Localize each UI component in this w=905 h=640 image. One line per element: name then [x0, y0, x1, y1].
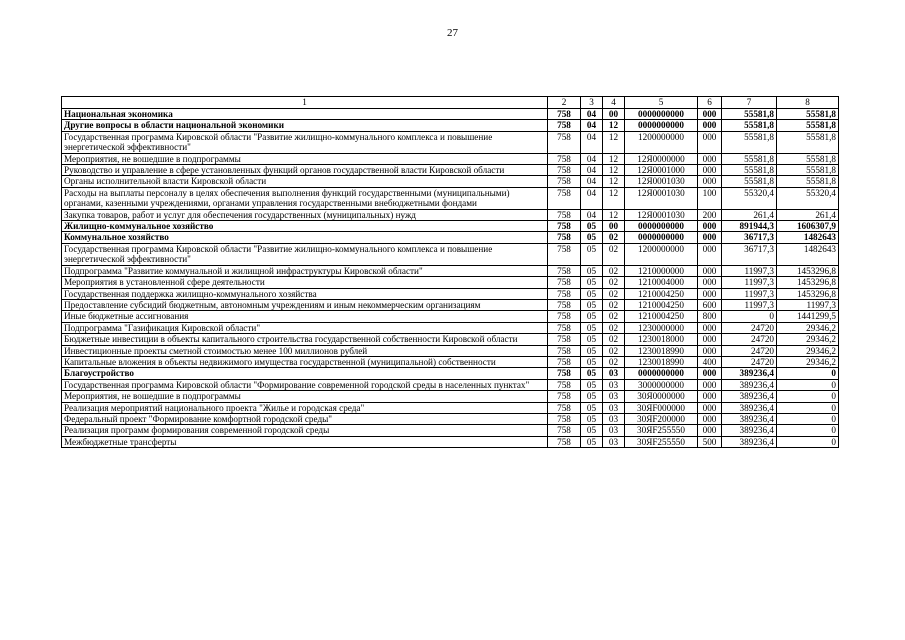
code-section: 05: [581, 368, 603, 379]
row-name: Расходы на выплаты персоналу в целях обеспечения выполнения функций государственными (муниципальными) органами, казенными учреждениями, органами управления государственными внебюджетными фондами: [62, 187, 548, 209]
table-row: [62, 109, 839, 120]
amount-col8: 0: [777, 425, 839, 436]
amount-col8: 55581,8: [777, 109, 839, 120]
code-subsection: 02: [603, 345, 625, 356]
table-row: [62, 368, 839, 379]
row-name: Благоустройство: [62, 368, 548, 379]
amount-col7: 55320,4: [722, 187, 777, 209]
amount-col7: 389236,4: [722, 379, 777, 390]
row-name: Подпрограмма "Развитие коммунальной и жилищной инфраструктуры Кировской области": [62, 265, 548, 276]
amount-col7: 24720: [722, 334, 777, 345]
code-subsection: 03: [603, 368, 625, 379]
table-row: [62, 176, 839, 187]
code-target-article: 30Я0000000: [625, 391, 698, 402]
row-name: Реализация мероприятий национального проекта "Жилье и городская среда": [62, 402, 548, 413]
code-target-article: 0000000000: [625, 221, 698, 232]
row-name: Государственная поддержка жилищно-коммунального хозяйства: [62, 288, 548, 299]
amount-col8: 1453296,8: [777, 277, 839, 288]
table-row: [62, 413, 839, 424]
row-name: Государственная программа Кировской области "Развитие жилищно-коммунального комплекса и повышение энергетической эффективности": [62, 131, 548, 153]
amount-col8: 1482643: [777, 232, 839, 243]
code-expense-type: 000: [698, 131, 722, 153]
row-name: Капитальные вложения в объекты недвижимого имущества государственной (муниципальной) собственности: [62, 356, 548, 367]
code-expense-type: 000: [698, 368, 722, 379]
code-ministry: 758: [548, 402, 581, 413]
code-expense-type: 600: [698, 299, 722, 310]
code-expense-type: 000: [698, 232, 722, 243]
code-expense-type: 400: [698, 356, 722, 367]
amount-col8: 29346,2: [777, 356, 839, 367]
code-section: 05: [581, 311, 603, 322]
code-expense-type: 000: [698, 345, 722, 356]
header-row: [62, 97, 839, 109]
code-ministry: 758: [548, 322, 581, 333]
code-target-article: 0000000000: [625, 120, 698, 131]
amount-col7: 11997,3: [722, 299, 777, 310]
table-row: [62, 402, 839, 413]
amount-col7: 389236,4: [722, 413, 777, 424]
code-expense-type: 000: [698, 120, 722, 131]
amount-col7: 11997,3: [722, 288, 777, 299]
code-subsection: 02: [603, 288, 625, 299]
code-target-article: 30ЯF000000: [625, 402, 698, 413]
code-ministry: 758: [548, 425, 581, 436]
code-section: 05: [581, 299, 603, 310]
amount-col7: 24720: [722, 345, 777, 356]
code-section: 05: [581, 356, 603, 367]
code-ministry: 758: [548, 288, 581, 299]
table-row: [62, 232, 839, 243]
code-target-article: 1200000000: [625, 131, 698, 153]
code-subsection: 03: [603, 436, 625, 447]
row-name: Мероприятия, не вошедшие в подпрограммы: [62, 391, 548, 402]
code-target-article: 1230018990: [625, 345, 698, 356]
amount-col8: 55581,8: [777, 165, 839, 176]
table-row: [62, 221, 839, 232]
amount-col8: 55581,8: [777, 153, 839, 164]
code-section: 05: [581, 243, 603, 265]
amount-col7: 55581,8: [722, 131, 777, 153]
amount-col8: 55320,4: [777, 187, 839, 209]
header-cell: 5: [625, 97, 698, 109]
code-subsection: 00: [603, 109, 625, 120]
code-section: 04: [581, 153, 603, 164]
amount-col8: 29346,2: [777, 322, 839, 333]
code-section: 05: [581, 277, 603, 288]
table-row: [62, 379, 839, 390]
code-subsection: 02: [603, 232, 625, 243]
code-section: 05: [581, 379, 603, 390]
amount-col7: 24720: [722, 322, 777, 333]
row-name: Иные бюджетные ассигнования: [62, 311, 548, 322]
code-target-article: 0000000000: [625, 232, 698, 243]
row-name: Предоставление субсидий бюджетным, автономным учреждениям и иным некоммерческим организациям: [62, 299, 548, 310]
table-row: [62, 209, 839, 220]
code-section: 05: [581, 288, 603, 299]
row-name: Реализация программ формирования современной городской среды: [62, 425, 548, 436]
code-expense-type: 500: [698, 436, 722, 447]
code-target-article: 30ЯF255550: [625, 425, 698, 436]
code-section: 04: [581, 109, 603, 120]
code-target-article: 12Я0001030: [625, 187, 698, 209]
code-expense-type: 000: [698, 277, 722, 288]
amount-col7: 0: [722, 311, 777, 322]
code-ministry: 758: [548, 391, 581, 402]
table-row: [62, 436, 839, 447]
amount-col8: 0: [777, 368, 839, 379]
amount-col7: 55581,8: [722, 109, 777, 120]
amount-col7: 55581,8: [722, 153, 777, 164]
table-row: [62, 265, 839, 276]
code-section: 05: [581, 334, 603, 345]
table-row: [62, 131, 839, 153]
code-expense-type: 100: [698, 187, 722, 209]
code-target-article: 1210004000: [625, 277, 698, 288]
header-cell: 2: [548, 97, 581, 109]
table-row: [62, 153, 839, 164]
row-name: Бюджетные инвестиции в объекты капитального строительства государственной собственности Кировской области: [62, 334, 548, 345]
code-ministry: 758: [548, 356, 581, 367]
amount-col7: 891944,3: [722, 221, 777, 232]
row-name: Руководство и управление в сфере установленных функций органов государственной власти Кировской области: [62, 165, 548, 176]
amount-col8: 29346,2: [777, 345, 839, 356]
code-subsection: 12: [603, 187, 625, 209]
amount-col8: 1482643: [777, 243, 839, 265]
code-expense-type: 000: [698, 109, 722, 120]
amount-col8: 0: [777, 402, 839, 413]
table-row: [62, 165, 839, 176]
code-expense-type: 000: [698, 176, 722, 187]
code-section: 04: [581, 176, 603, 187]
code-target-article: 3000000000: [625, 379, 698, 390]
row-name: Коммунальное хозяйство: [62, 232, 548, 243]
code-ministry: 758: [548, 277, 581, 288]
table-row: [62, 425, 839, 436]
code-section: 05: [581, 425, 603, 436]
code-subsection: 02: [603, 322, 625, 333]
code-section: 04: [581, 120, 603, 131]
amount-col7: 389236,4: [722, 402, 777, 413]
header-cell: 7: [722, 97, 777, 109]
code-expense-type: 000: [698, 288, 722, 299]
code-ministry: 758: [548, 436, 581, 447]
amount-col7: 389236,4: [722, 436, 777, 447]
amount-col8: 11997,3: [777, 299, 839, 310]
amount-col8: 29346,2: [777, 334, 839, 345]
header-cell: 3: [581, 97, 603, 109]
amount-col7: 36717,3: [722, 232, 777, 243]
code-ministry: 758: [548, 165, 581, 176]
code-target-article: 1210004250: [625, 311, 698, 322]
table-row: [62, 187, 839, 209]
code-expense-type: 000: [698, 153, 722, 164]
code-ministry: 758: [548, 209, 581, 220]
table-body: [62, 109, 839, 448]
code-subsection: 02: [603, 334, 625, 345]
code-expense-type: 000: [698, 413, 722, 424]
table-row: [62, 322, 839, 333]
code-ministry: 758: [548, 265, 581, 276]
code-target-article: 12Я0000000: [625, 153, 698, 164]
code-subsection: 02: [603, 356, 625, 367]
amount-col7: 11997,3: [722, 277, 777, 288]
row-name: Государственная программа Кировской области "Формирование современной городской среды в населенных пунктах": [62, 379, 548, 390]
code-ministry: 758: [548, 368, 581, 379]
table-row: [62, 277, 839, 288]
amount-col8: 1453296,8: [777, 265, 839, 276]
amount-col7: 389236,4: [722, 425, 777, 436]
amount-col8: 0: [777, 391, 839, 402]
code-expense-type: 800: [698, 311, 722, 322]
code-ministry: 758: [548, 221, 581, 232]
row-name: Национальная экономика: [62, 109, 548, 120]
code-subsection: 02: [603, 299, 625, 310]
row-name: Подпрограмма "Газификация Кировской области": [62, 322, 548, 333]
code-target-article: 1200000000: [625, 243, 698, 265]
code-section: 04: [581, 131, 603, 153]
code-expense-type: 000: [698, 391, 722, 402]
table-row: [62, 299, 839, 310]
code-expense-type: 200: [698, 209, 722, 220]
code-target-article: 1210004250: [625, 288, 698, 299]
table-row: [62, 288, 839, 299]
code-section: 05: [581, 413, 603, 424]
table-row: [62, 334, 839, 345]
budget-table: [61, 96, 839, 448]
amount-col8: 0: [777, 379, 839, 390]
code-ministry: 758: [548, 187, 581, 209]
code-subsection: 12: [603, 131, 625, 153]
code-target-article: 1230018990: [625, 356, 698, 367]
code-target-article: 12Я0001030: [625, 176, 698, 187]
amount-col7: 36717,3: [722, 243, 777, 265]
code-expense-type: 000: [698, 425, 722, 436]
row-name: Закупка товаров, работ и услуг для обеспечения государственных (муниципальных) нужд: [62, 209, 548, 220]
row-name: Другие вопросы в области национальной экономики: [62, 120, 548, 131]
table-row: [62, 243, 839, 265]
code-subsection: 03: [603, 402, 625, 413]
code-expense-type: 000: [698, 221, 722, 232]
code-ministry: 758: [548, 131, 581, 153]
code-section: 05: [581, 221, 603, 232]
code-target-article: 12Я0001030: [625, 209, 698, 220]
amount-col7: 55581,8: [722, 120, 777, 131]
code-expense-type: 000: [698, 165, 722, 176]
row-name: Мероприятия, не вошедшие в подпрограммы: [62, 153, 548, 164]
code-target-article: 1210004250: [625, 299, 698, 310]
code-target-article: 1210000000: [625, 265, 698, 276]
code-target-article: 12Я0001000: [625, 165, 698, 176]
code-ministry: 758: [548, 413, 581, 424]
code-subsection: 03: [603, 391, 625, 402]
amount-col8: 1441299,5: [777, 311, 839, 322]
amount-col7: 261,4: [722, 209, 777, 220]
code-expense-type: 000: [698, 402, 722, 413]
amount-col8: 0: [777, 413, 839, 424]
code-target-article: 1230000000: [625, 322, 698, 333]
code-expense-type: 000: [698, 265, 722, 276]
code-subsection: 12: [603, 165, 625, 176]
code-subsection: 02: [603, 243, 625, 265]
amount-col8: 55581,8: [777, 120, 839, 131]
code-ministry: 758: [548, 311, 581, 322]
row-name: Инвестиционные проекты сметной стоимостью менее 100 миллионов рублей: [62, 345, 548, 356]
amount-col8: 55581,8: [777, 176, 839, 187]
amount-col7: 11997,3: [722, 265, 777, 276]
code-ministry: 758: [548, 120, 581, 131]
code-expense-type: 000: [698, 379, 722, 390]
code-section: 04: [581, 209, 603, 220]
amount-col8: 1606307,9: [777, 221, 839, 232]
table-row: [62, 311, 839, 322]
header-cell: 8: [777, 97, 839, 109]
code-ministry: 758: [548, 232, 581, 243]
code-section: 05: [581, 265, 603, 276]
amount-col8: 261,4: [777, 209, 839, 220]
code-ministry: 758: [548, 153, 581, 164]
code-target-article: 0000000000: [625, 368, 698, 379]
header-cell: 6: [698, 97, 722, 109]
code-subsection: 03: [603, 379, 625, 390]
row-name: Жилищно-коммунальное хозяйство: [62, 221, 548, 232]
code-expense-type: 000: [698, 334, 722, 345]
table-row: [62, 120, 839, 131]
code-target-article: 30ЯF200000: [625, 413, 698, 424]
code-subsection: 12: [603, 209, 625, 220]
code-section: 04: [581, 165, 603, 176]
amount-col7: 55581,8: [722, 176, 777, 187]
amount-col7: 389236,4: [722, 391, 777, 402]
code-ministry: 758: [548, 299, 581, 310]
amount-col7: 24720: [722, 356, 777, 367]
code-section: 05: [581, 232, 603, 243]
code-section: 05: [581, 345, 603, 356]
row-name: Федеральный проект "Формирование комфортной городской среды": [62, 413, 548, 424]
code-subsection: 12: [603, 153, 625, 164]
code-ministry: 758: [548, 176, 581, 187]
amount-col7: 55581,8: [722, 165, 777, 176]
row-name: Межбюджетные трансферты: [62, 436, 548, 447]
row-name: Мероприятия в установленной сфере деятельности: [62, 277, 548, 288]
code-target-article: 0000000000: [625, 109, 698, 120]
code-ministry: 758: [548, 379, 581, 390]
amount-col8: 0: [777, 436, 839, 447]
table-row: [62, 356, 839, 367]
header-cell: 4: [603, 97, 625, 109]
header-cell: 1: [62, 97, 548, 109]
code-section: 05: [581, 402, 603, 413]
row-name: Органы исполнительной власти Кировской области: [62, 176, 548, 187]
page-number: 27: [447, 27, 458, 39]
code-expense-type: 000: [698, 243, 722, 265]
code-target-article: 1230018000: [625, 334, 698, 345]
code-section: 05: [581, 436, 603, 447]
code-target-article: 30ЯF255550: [625, 436, 698, 447]
code-ministry: 758: [548, 109, 581, 120]
code-section: 05: [581, 391, 603, 402]
code-ministry: 758: [548, 243, 581, 265]
table-row: [62, 391, 839, 402]
code-ministry: 758: [548, 345, 581, 356]
code-ministry: 758: [548, 334, 581, 345]
code-section: 05: [581, 322, 603, 333]
row-name: Государственная программа Кировской области "Развитие жилищно-коммунального комплекса и повышение энергетической эффективности": [62, 243, 548, 265]
code-expense-type: 000: [698, 322, 722, 333]
code-subsection: 03: [603, 413, 625, 424]
code-subsection: 02: [603, 311, 625, 322]
code-subsection: 02: [603, 277, 625, 288]
code-subsection: 12: [603, 176, 625, 187]
table-row: [62, 345, 839, 356]
code-subsection: 03: [603, 425, 625, 436]
code-subsection: 02: [603, 265, 625, 276]
amount-col8: 1453296,8: [777, 288, 839, 299]
code-subsection: 12: [603, 120, 625, 131]
code-subsection: 00: [603, 221, 625, 232]
code-section: 04: [581, 187, 603, 209]
amount-col8: 55581,8: [777, 131, 839, 153]
amount-col7: 389236,4: [722, 368, 777, 379]
